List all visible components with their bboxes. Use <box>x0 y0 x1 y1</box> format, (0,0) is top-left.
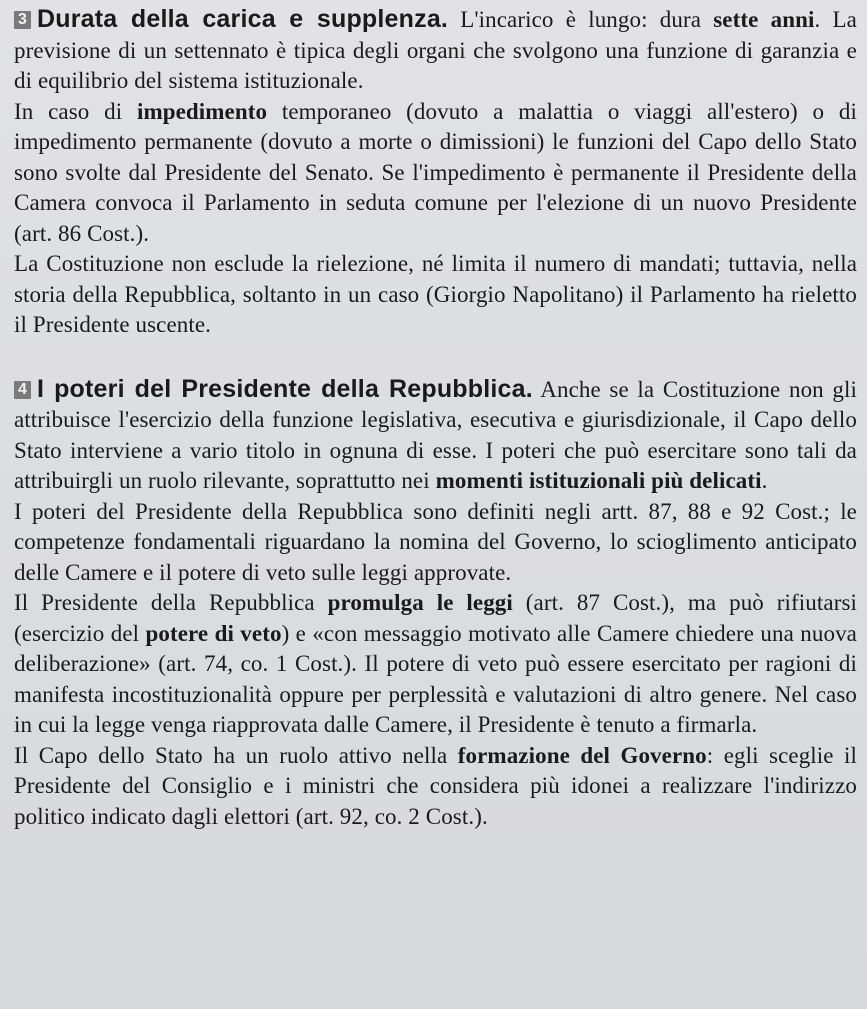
bold-term: potere di veto <box>145 620 282 646</box>
paragraph-text: . <box>761 468 768 493</box>
paragraph-text: temporaneo (dovuto a malattia o viaggi all'estero) o di impedimento permanente (dovuto a morte o dimissioni) le funzioni del Capo dello Stato sono svolte dal Presidente del Senato. Se l'impedimento è permanente il Presidente della Camera convoca il Parlamento in seduta comune per l'elezione di un nuovo Presidente (art. 86 Cost.). <box>14 98 857 246</box>
page-content <box>14 4 857 832</box>
section-number-badge: 3 <box>14 11 31 29</box>
section-3-paragraph-impediment <box>14 97 857 250</box>
paragraph-text: : egli sceglie il Presidente del Consiglio e i ministri che considera più idonei a realizzare l'indirizzo politico indicato dagli elettori (art. 92, co. 2 Cost.). <box>14 742 857 829</box>
bold-term: momenti istituzionali più delicati <box>435 468 762 493</box>
paragraph-text: Il Presidente della Repubblica <box>14 590 328 615</box>
section-number-badge: 4 <box>14 381 31 399</box>
paragraph-text: Anche se la Costituzione non gli attribuisce l'esercizio della funzione legislativa, esecutiva e giurisdizionale, il Capo dello Stato interviene a vario titolo in ognuna di esse. I poteri che può esercitare sono tali da attribuirgli un ruolo rilevante, soprattutto nei <box>14 376 857 493</box>
section-4-paragraph-government <box>14 741 857 833</box>
paragraph-text: Il Capo dello Stato ha un ruolo attivo nella <box>14 742 458 768</box>
paragraph-text: L'incarico è lungo: dura <box>448 7 714 32</box>
section-3-intro <box>14 4 857 97</box>
bold-term: impedimento <box>136 98 268 124</box>
paragraph-text: (art. 87 Cost.), ma può rifiutarsi (esercizio del <box>14 590 857 646</box>
paragraph-text: . La previsione di un settennato è tipica degli organi che svolgono una funzione di garanzia e di equilibrio del sistema istituzionale. <box>14 7 857 93</box>
section-4-intro <box>14 374 857 497</box>
bold-term: formazione del Governo <box>457 742 707 768</box>
paragraph-text: In caso di <box>14 98 137 124</box>
section-heading: I poteri del Presidente della Repubblica. <box>37 374 533 403</box>
section-heading: Durata della carica e supplenza. <box>37 5 449 33</box>
section-4-paragraph-powers: I poteri del Presidente della Repubblica sono definiti negli artt. 87, 88 e 92 Cost.; le competenze fondamentali riguardano la nomina del Governo, lo scioglimento anticipato delle Camere e il potere di veto sulle leggi approvate. <box>14 498 857 585</box>
bold-term: sette anni <box>713 7 815 32</box>
section-3-paragraph-reelection: La Costituzione non esclude la rielezione, né limita il numero di mandati; tuttavia, nella storia della Repubblica, soltanto in un caso (Giorgio Napolitano) il Parlamento ha rieletto il Presidente uscente. <box>14 251 857 337</box>
paragraph-text: ) e «con messaggio motivato alle Camere chiedere una nuova deliberazione» (art. 74, co. 1 Cost.). Il potere di veto può essere esercitato per ragioni di manifesta incostituzionalità oppure per perplessità e valutazioni di altro genere. Nel caso in cui la legge venga riapprovata dalle Camere, il Presidente è tenuto a firmarla. <box>14 620 857 737</box>
section-4-paragraph-veto <box>14 588 857 741</box>
bold-term: promulga le leggi <box>327 590 513 615</box>
section-gap <box>14 341 857 374</box>
